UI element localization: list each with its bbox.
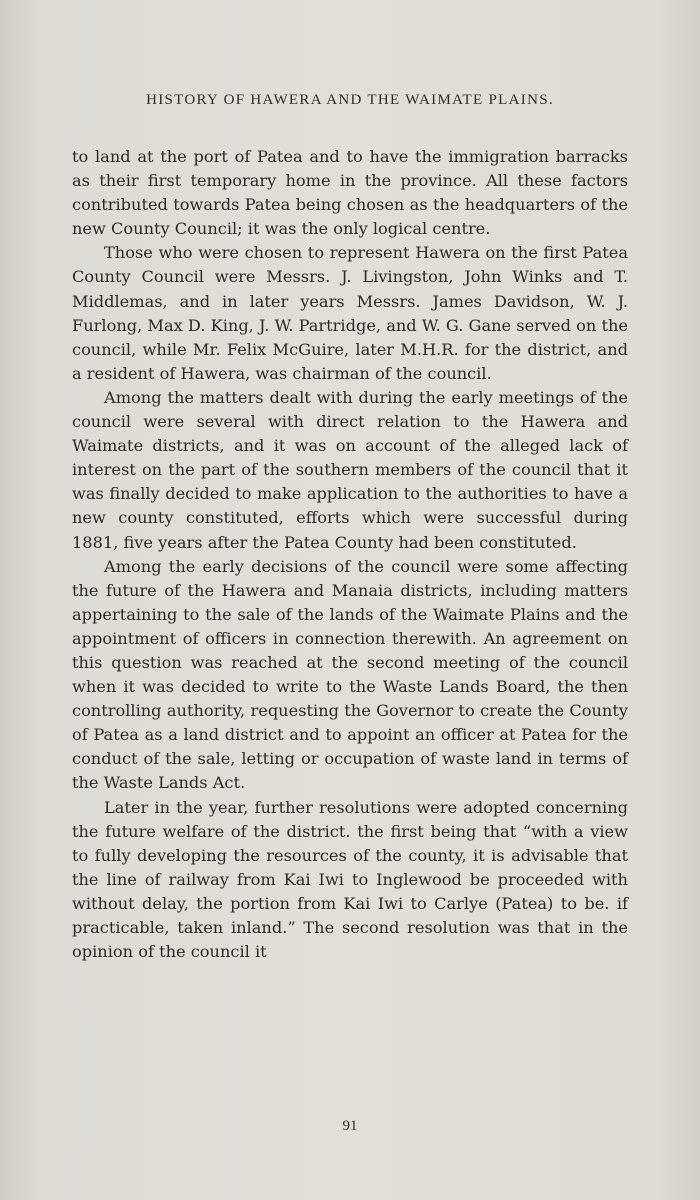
paragraph-2: Those who were chosen to represent Hawera on the first Patea County Council were Messrs. J. Livingston, John Winks and T. Middlemas, and in later years Messrs. James Davidson, W. J. Furlong, Max D. King, J. W. Partridge, and W. G. Gane served on the council, while Mr. Felix McGuire, later M.H.R. for the district, and a resident of Hawera, was chairman of the council. xyxy=(72,243,628,383)
paragraph-4: Among the early decisions of the council were some affecting the future of the Hawera and Manaia districts, including matters appertaining to the sale of the lands of the Waimate Plains and the appointment of officers in connection therewith. An agreement on this question was reached at the second meeting of the council when it was decided to write to the Waste Lands Board, the then controlling authority, requesting the Governor to create the County of Patea as a land district and to appoint an officer at Patea for the conduct of the sale, letting or occupation of waste land in terms of the Waste Lands Act. xyxy=(72,556,628,793)
body-text xyxy=(72,145,628,964)
running-head: HISTORY OF HAWERA AND THE WAIMATE PLAINS. xyxy=(146,92,554,108)
paragraph-1: to land at the port of Patea and to have the immigration barracks as their first temporary home in the province. All these factors contributed towards Patea being chosen as the headquarters of the new County Council; it was the only logical centre. xyxy=(72,147,628,239)
page-number: 91 xyxy=(342,1118,358,1134)
paragraph-5: Later in the year, further resolutions were adopted concerning the future welfare of the district. the first being that “with a view to fully developing the resources of the county, it is advisable that the line of railway from Kai Iwi to Inglewood be proceeded with without delay, the portion from Kai Iwi to Carlye (Patea) to be. if practicable, taken inland.” The second resolution was that in the opinion of the council it xyxy=(72,797,628,962)
paragraph-3: Among the matters dealt with during the early meetings of the council were several with direct relation to the Hawera and Waimate districts, and it was on account of the alleged lack of interest on the part of the southern members of the council that it was finally decided to make application to the authorities to have a new county constituted, efforts which were successful during 1881, five years after the Patea County had been constituted. xyxy=(72,387,628,552)
